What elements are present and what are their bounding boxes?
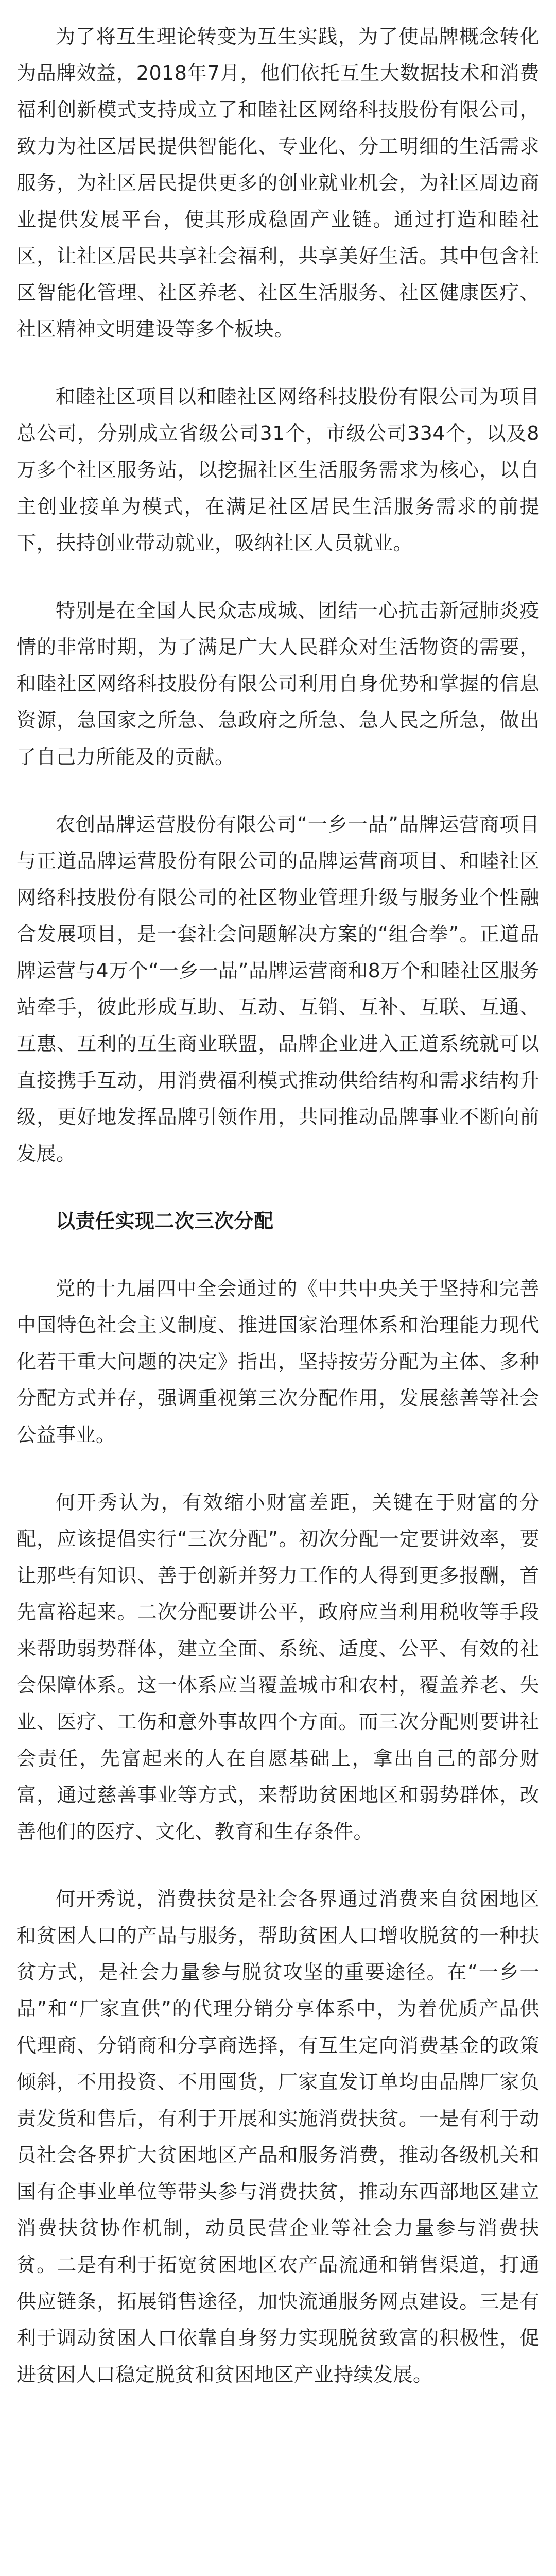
paragraph-gap [16,1172,540,1203]
paragraph-gap [16,1850,540,1881]
paragraph-gap [16,562,540,592]
paragraph-consumption-poverty-relief: 何开秀说，消费扶贫是社会各界通过消费来自贫困地区和贫困人口的产品与服务，帮助贫困人口增收脱贫的一种扶贫方式，是社会力量参与脱贫攻坚的重要途径。在“一乡一品”和“厂家直供”的代理分销分享体系中，为着优质产品供代理商、分销商和分享商选择，有互生定向消费基金的政策倾斜，不用投资、不用囤货，厂家直发订单均由品牌厂家负责发货和售后，有利于开展和实施消费扶贫。一是有利于动员社会各界扩大贫困地区产品和服务消费，推动各级机关和国有企事业单位等带头参与消费扶贫，推动东西部地区建立消费扶贫协作机制，动员民营企业等社会力量参与消费扶贫。二是有利于拓宽贫困地区农产品流通和销售渠道，打通供应链条，拓展销售途径，加快流通服务网点建设。三是有利于调动贫困人口依靠自身努力实现脱贫致富的积极性，促进贫困人口稳定脱贫和贫困地区产业持续发展。 [16,1888,540,2386]
paragraph-three-distributions: 何开秀认为，有效缩小财富差距，关键在于财富的分配，应该提倡实行“三次分配”。初次分配一定要讲效率，要让那些有知识、善于创新并努力工作的人得到更多报酬，首先富裕起来。二次分配要讲公平，政府应当利用税收等手段来帮助弱势群体，建立全面、系统、适度、公平、有效的社会保障体系。这一体系应当覆盖城市和农村，覆盖养老、失业、医疗、工伤和意外事故四个方面。而三次分配则要讲社会责任，先富起来的人在自愿基础上，拿出自己的部分财富，通过慈善事业等方式，来帮助贫困地区和弱势群体，改善他们的医疗、文化、教育和生存条件。 [16,1491,540,1843]
paragraph-gap [16,1453,540,1484]
paragraph-hesheng-intro: 为了将互生理论转变为互生实践，为了使品牌概念转化为品牌效益，2018年7月，他们依托互生大数据技术和消费福利创新模式支持成立了和睦社区网络科技股份有限公司，致力为社区居民提供智能化、专业化、分工明细的生活需求服务，为社区居民提供更多的创业就业机会，为社区周边商业提供发展平台，使其形成稳固产业链。通过打造和睦社区，让社区居民共享社会福利，共享美好生活。其中包含社区智能化管理、社区养老、社区生活服务、社区健康医疗、社区精神文明建设等多个板块。 [16,25,540,341]
paragraph-hemu-project: 和睦社区项目以和睦社区网络科技股份有限公司为项目总公司，分别成立省级公司31个，市级公司334个，以及8万多个社区服务站，以挖掘社区生活服务需求为核心，以自主创业接单为模式，在满足社区居民生活服务需求的前提下，扶持创业带动就业，吸纳社区人员就业。 [16,385,540,554]
paragraph-gap [16,348,540,379]
paragraph-brand-alliance: 农创品牌运营股份有限公司“一乡一品”品牌运营商项目与正道品牌运营股份有限公司的品牌运营商项目、和睦社区网络科技股份有限公司的社区物业管理升级与服务业个性融合发展项目，是一套社会问题解决方案的“组合拳”。正道品牌运营与4万个“一乡一品”品牌运营商和8万个和睦社区服务站牵手，彼此形成互助、互动、互销、互补、互联、互通、互惠、互利的互生商业联盟，品牌企业进入正道系统就可以直接携手互动，用消费福利模式推动供给结构和需求结构升级，更好地发挥品牌引领作用，共同推动品牌事业不断向前发展。 [16,813,540,1165]
paragraph-fourth-plenum: 党的十九届四中全会通过的《中共中央关于坚持和完善中国特色社会主义制度、推进国家治理体系和治理能力现代化若干重大问题的决定》指出，坚持按劳分配为主体、多种分配方式并存，强调重视第三次分配作用，发展慈善等社会公益事业。 [16,1277,540,1446]
paragraph-gap [16,1240,540,1270]
paragraph-gap [16,775,540,806]
paragraph-epidemic: 特别是在全国人民众志成城、团结一心抗击新冠肺炎疫情的非常时期，为了满足广大人民群众对生活物资的需要，和睦社区网络科技股份有限公司利用自身优势和掌握的信息资源，急国家之所急、急政府之所急、急人民之所急，做出了自己力所能及的贡献。 [16,599,540,768]
section-heading: 以责任实现二次三次分配 [56,1210,274,1232]
